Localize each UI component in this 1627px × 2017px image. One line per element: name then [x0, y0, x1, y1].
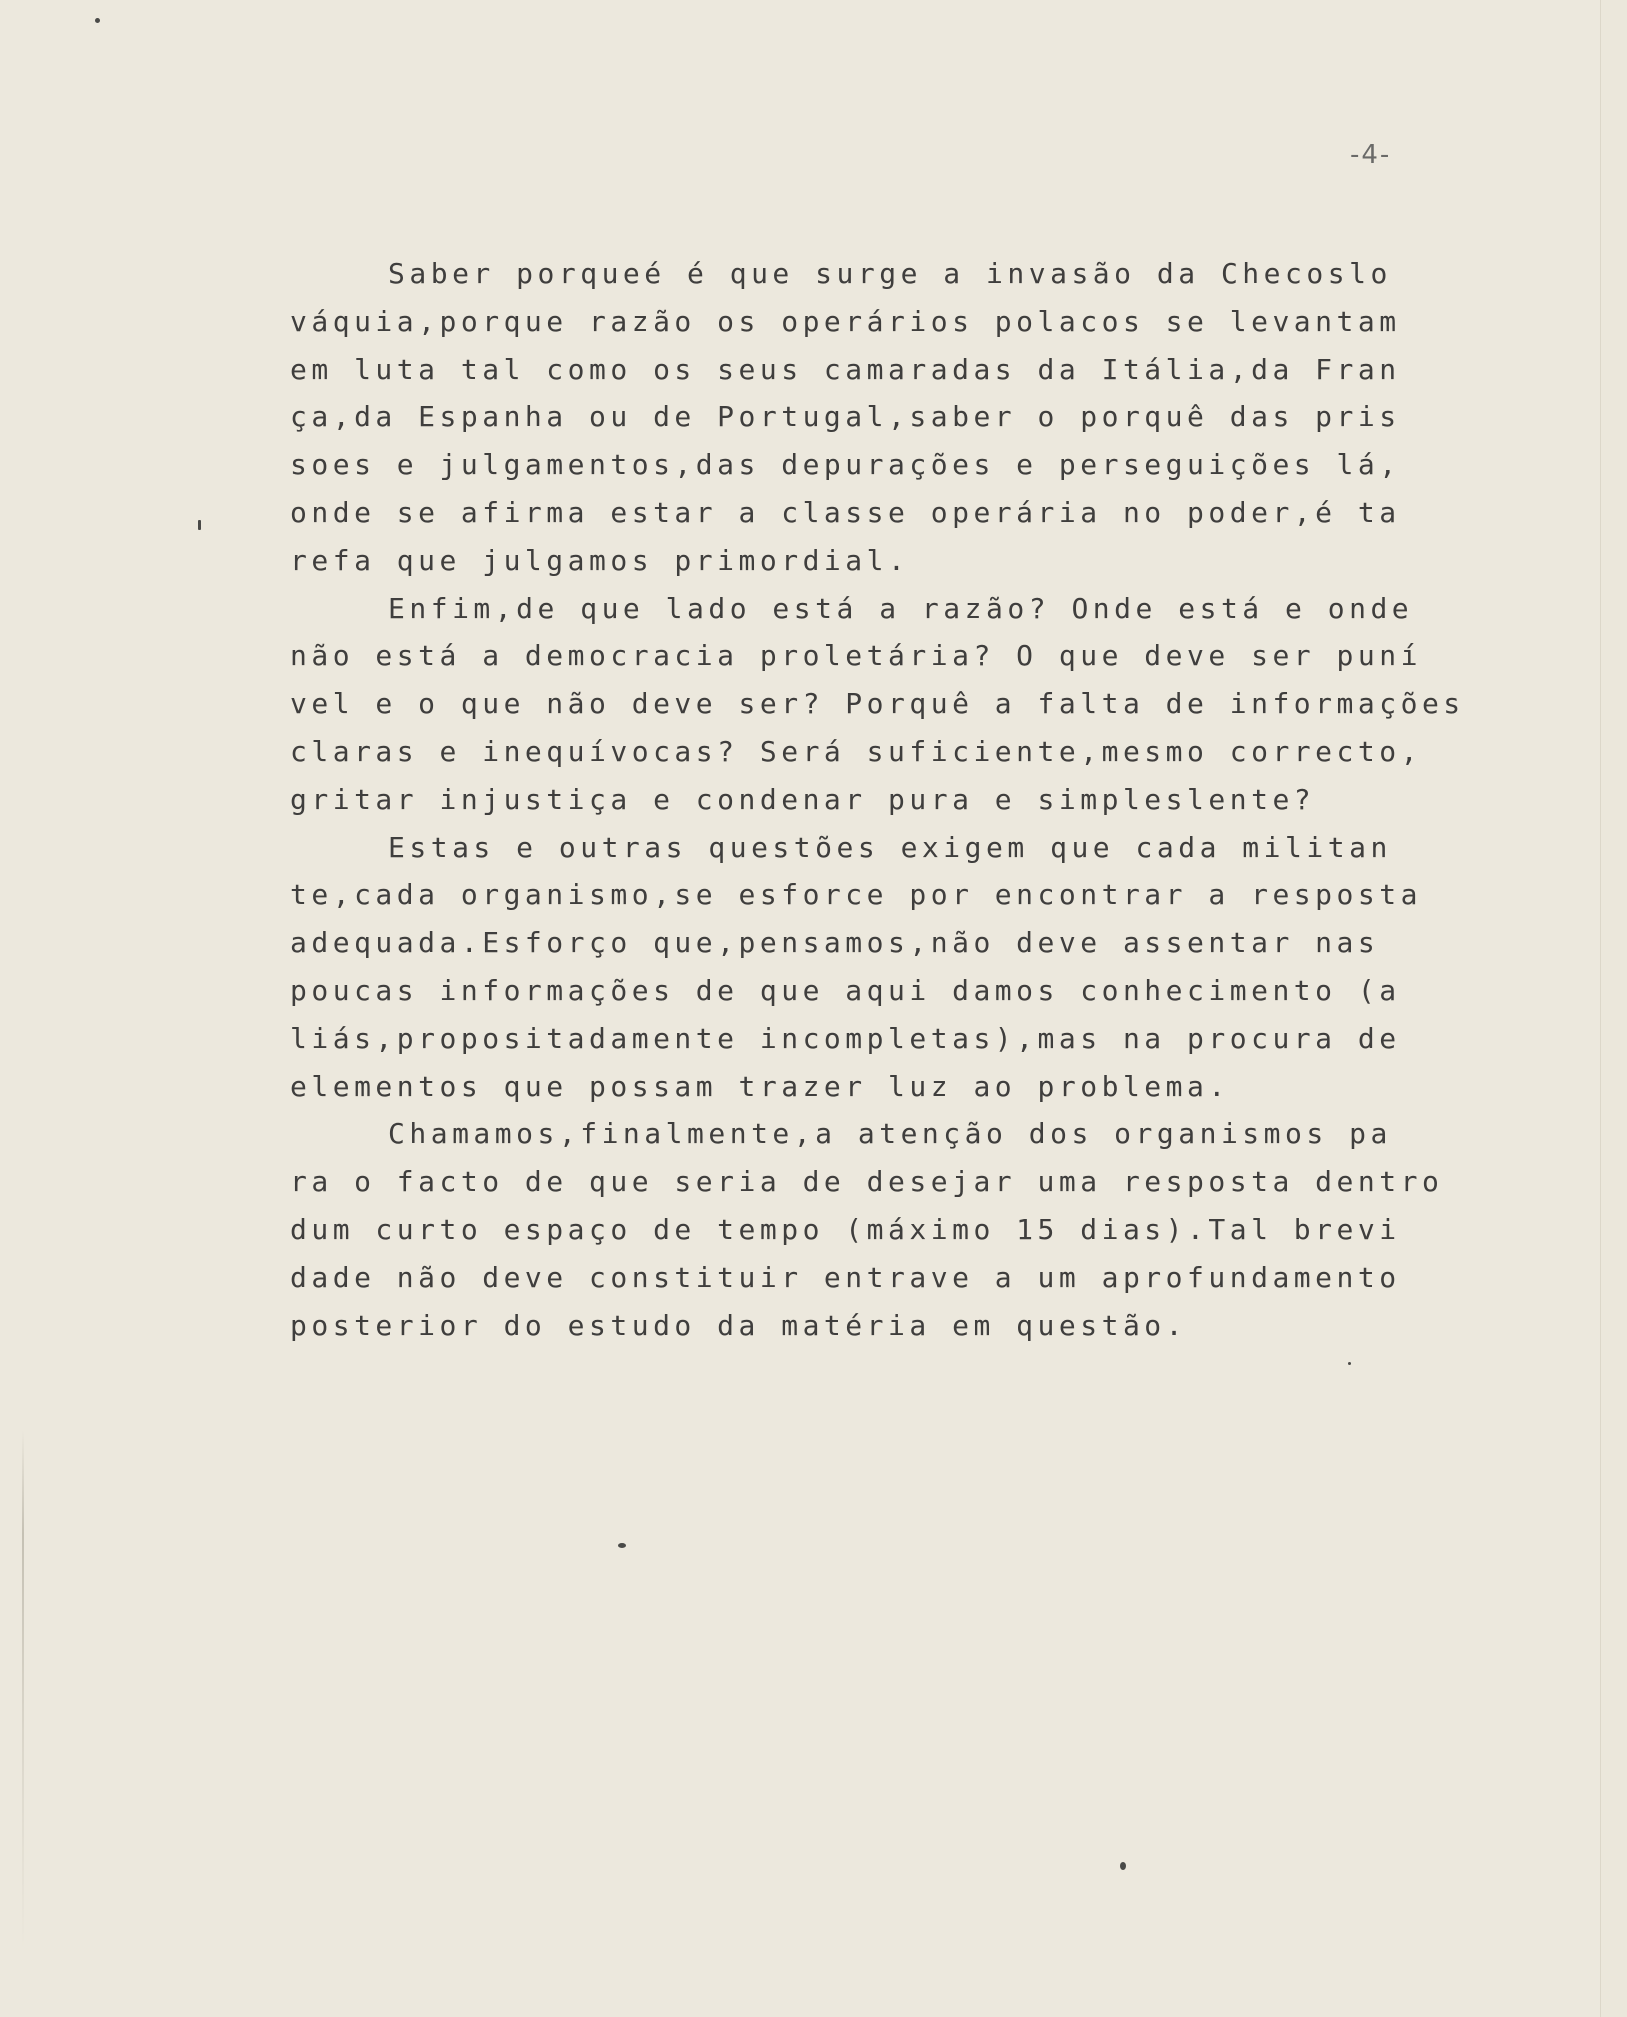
- ink-speck: [1348, 1362, 1351, 1365]
- text-line: onde se afirma estar a classe operária no poder,é ta: [290, 495, 1401, 529]
- text-line: dum curto espaço de tempo (máximo 15 dias).Tal brevi: [290, 1212, 1401, 1246]
- ink-speck: [618, 1543, 626, 1548]
- page-number: -4-: [1350, 140, 1392, 170]
- text-line: dade não deve constituir entrave a um aprofundamento: [290, 1260, 1401, 1294]
- text-line: liás,propositadamente incompletas),mas na procura de: [290, 1021, 1401, 1055]
- text-line: Saber porqueé é que surge a invasão da Checoslo: [388, 257, 1392, 290]
- text-line: poucas informações de que aqui damos conhecimento (a: [290, 973, 1401, 1007]
- text-line: Enfim,de que lado está a razão? Onde está e onde: [388, 591, 1414, 625]
- text-line: váquia,porque razão os operários polacos se levantam: [290, 304, 1401, 338]
- text-line: te,cada organismo,se esforce por encontrar a resposta: [290, 878, 1422, 912]
- text-line: elementos que possam trazer luz ao problema.: [290, 1069, 1230, 1103]
- text-line: soes e julgamentos,das depurações e perseguições lá,: [290, 448, 1401, 482]
- typed-body-text: [290, 250, 1465, 1349]
- text-line: posterior do estudo da matéria em questão.: [290, 1308, 1188, 1342]
- ink-speck: [1120, 1862, 1126, 1870]
- text-line: adequada.Esforço que,pensamos,não deve assentar nas: [290, 926, 1380, 960]
- text-line: ra o facto de que seria de desejar uma resposta dentro: [290, 1165, 1444, 1199]
- text-line: refa que julgamos primordial.: [290, 543, 910, 577]
- text-line: gritar injustiça e condenar pura e simpleslente?: [290, 782, 1316, 816]
- text-line: Estas e outras questões exigem que cada militan: [388, 830, 1392, 864]
- text-line: Chamamos,finalmente,a atenção dos organismos pa: [388, 1117, 1392, 1151]
- text-line: vel e o que não deve ser? Porquê a falta de informações: [290, 687, 1465, 721]
- ink-speck: [198, 520, 201, 530]
- ink-speck: [95, 18, 100, 23]
- text-line: ça,da Espanha ou de Portugal,saber o porquê das pris: [290, 400, 1401, 434]
- text-line: em luta tal como os seus camaradas da Itália,da Fran: [290, 352, 1401, 386]
- text-line: não está a democracia proletária? O que deve ser puní: [290, 639, 1422, 673]
- text-line: claras e inequívocas? Será suficiente,mesmo correcto,: [290, 734, 1422, 768]
